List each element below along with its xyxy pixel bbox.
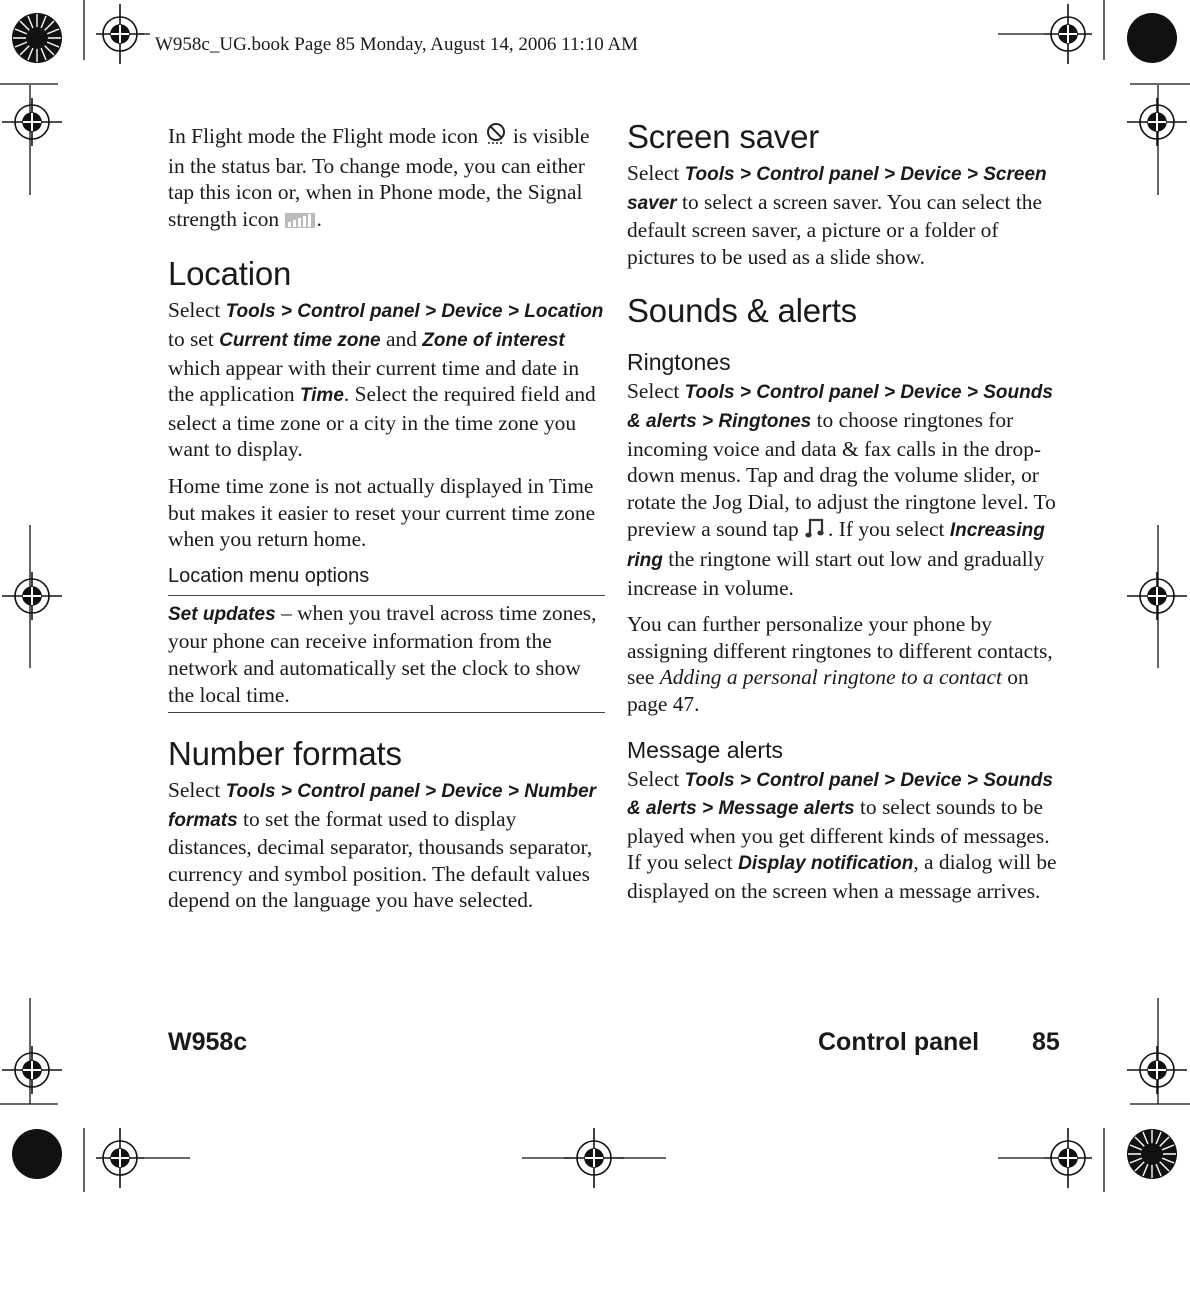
personalize-text-2: on page 47. — [627, 665, 1029, 716]
ringtones-paragraph — [627, 378, 1063, 601]
ringtones-text-3: the ringtone will start out low and gradually increase in volume. — [627, 546, 1045, 600]
left-column — [168, 122, 605, 924]
menu-path: Tools > Control panel > Device > Sounds & alerts > Message alerts — [627, 769, 1053, 820]
ringtones-text-1: to choose ringtones for incoming voice and data & fax calls in the drop-down menus. Tap and drag the volume slider, or rotate the Jog Dial, to adjust the ringtone level. To preview a sound tap — [627, 407, 1056, 542]
number-formats-paragraph — [168, 777, 605, 914]
menu-path: Tools > Control panel > Device > Screen saver — [627, 164, 1047, 214]
select-word: Select — [627, 766, 680, 791]
intro-text-2: is visible in the status bar. To change mode, you can either tap this icon or, when in Phone mode, the Signal strength icon — [168, 124, 590, 231]
location-text-1: to set — [168, 326, 214, 351]
option-set-updates: Set updates — [168, 603, 276, 625]
music-note-icon — [804, 515, 828, 546]
intro-text-1: In Flight mode the Flight mode icon — [168, 124, 479, 148]
select-word: Select — [627, 161, 680, 185]
option-description: – when you travel across time zones, your phone can receive information from the network and automatically set the clock to show the local time. — [168, 600, 597, 707]
option-current-time-zone: Current time zone — [219, 329, 381, 351]
footer-model: W958c — [168, 1028, 248, 1056]
sounds-alerts-heading: Sounds & alerts — [627, 292, 857, 330]
menu-path: Tools > Control panel > Device > Sounds & alerts > Ringtones — [627, 382, 1053, 432]
flight-mode-paragraph — [168, 122, 605, 235]
menu-path: Tools > Control panel > Device > Location — [225, 301, 604, 323]
screen-saver-text: to select a screen saver. You can select the default screen saver, a picture or a folder of pictures to be used as a slide show. — [627, 189, 1042, 269]
and-word: and — [386, 326, 417, 351]
location-text-2: which appear with their current time and date in the application — [168, 355, 580, 407]
right-column — [627, 118, 1063, 914]
home-time-zone-paragraph: Home time zone is not actually displayed in Time but makes it easier to reset your current time zone when you return home. — [168, 473, 596, 552]
option-row — [168, 600, 605, 708]
select-word: Select — [168, 778, 221, 803]
footer-section-title: Control panel — [818, 1028, 980, 1056]
number-formats-text: to set the format used to display distances, decimal separator, thousands separator, currency and symbol position. The default values depend on the language you have selected. — [168, 806, 593, 913]
option-display-notification: Display notification — [738, 853, 914, 875]
select-word: Select — [627, 379, 680, 404]
location-text-3: . Select the required field and select a time zone or a city in the time zone you want to display. — [168, 382, 596, 462]
number-formats-heading: Number formats — [168, 735, 402, 773]
screen-saver-heading: Screen saver — [627, 118, 820, 155]
message-alerts-text-2: , a dialog will be displayed on the screen when a message arrives. — [627, 850, 1057, 903]
personalize-text-1: You can further personalize your phone by assigning different ringtones to different contacts, see — [627, 612, 1053, 690]
location-menu-options-heading: Location menu options — [168, 564, 370, 587]
select-word: Select — [168, 298, 221, 323]
message-alerts-paragraph — [627, 766, 1063, 905]
personalize-paragraph — [627, 611, 1063, 717]
cross-reference: Adding a personal ringtone to a contact — [659, 665, 1002, 690]
flight-mode-icon — [484, 122, 508, 153]
ringtones-heading: Ringtones — [627, 349, 731, 376]
option-zone-of-interest: Zone of interest — [422, 329, 565, 351]
footer-page-number: 85 — [1032, 1028, 1060, 1056]
screen-saver-paragraph — [627, 160, 1063, 270]
options-table — [168, 595, 605, 713]
app-time: Time — [299, 385, 344, 407]
signal-strength-icon — [284, 209, 316, 236]
intro-text-3: . — [316, 206, 322, 231]
location-paragraph — [168, 297, 605, 463]
message-alerts-heading: Message alerts — [627, 736, 783, 763]
option-increasing-ring: Increasing ring — [627, 520, 1045, 571]
book-slug: W958c_UG.book Page 85 Monday, August 14, 2006 11:10 AM — [155, 34, 639, 55]
ringtones-text-2: . If you select — [828, 517, 945, 542]
menu-path: Tools > Control panel > Device > Number formats — [168, 781, 597, 831]
location-heading: Location — [168, 255, 292, 293]
message-alerts-text-1: to select sounds to be played when you get different kinds of messages. If you select — [627, 795, 1050, 875]
